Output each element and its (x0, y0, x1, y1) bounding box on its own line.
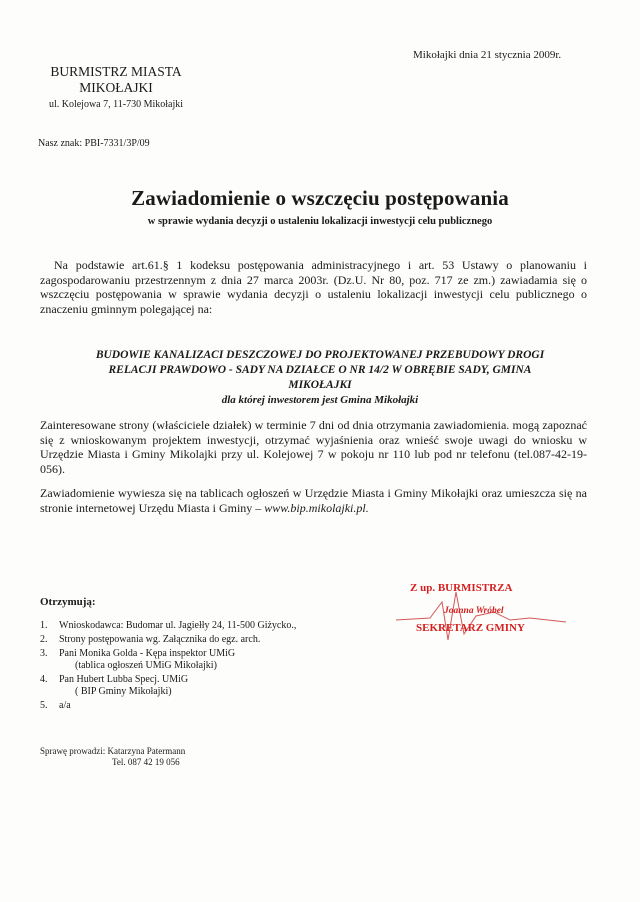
stamp-authorization: Z up. BURMISTRZA (410, 582, 513, 594)
project-line: BUDOWIE KANALIZACI DESZCZOWEJ DO PROJEKTOWANEJ PRZEBUDOWY DROGI (95, 349, 545, 361)
sender-city: MIKOŁAJKI (79, 80, 153, 95)
reference-number: Nasz znak: PBI-7331/3P/09 (38, 138, 150, 149)
body-paragraph-publication (40, 486, 587, 515)
sender-block (36, 64, 196, 112)
item-text: Pan Hubert Lubba Specj. UMiG (59, 674, 189, 685)
document-subtitle: w sprawie wydania decyzji o ustaleniu lokalizacji inwestycji celu publicznego (147, 216, 493, 227)
project-investor: dla której inwestorem jest Gmina Mikołajki (221, 394, 419, 406)
official-stamp (390, 582, 570, 652)
item-text: Pani Monika Golda - Kępa inspektor UMiG (59, 648, 236, 659)
project-line: MIKOŁAJKI (288, 379, 352, 391)
item-number: 5. (40, 700, 48, 711)
list-item (40, 674, 296, 698)
prepared-by (40, 746, 185, 768)
stamp-signature-name: Joanna Wróbel (444, 606, 504, 616)
bip-link[interactable]: www.bip.mikolajki.pl. (264, 500, 369, 515)
item-number: 2. (40, 634, 48, 645)
list-item (40, 634, 296, 646)
recipients-list (40, 620, 296, 714)
item-extra: ( BIP Gminy Mikołajki) (75, 686, 172, 697)
item-number: 4. (40, 674, 48, 685)
body-paragraph-legal-basis: Na podstawie art.61.§ 1 kodeksu postępowania administracyjnego i art. 53 Ustawy o planowaniu i zagospodarowaniu przestrzennym z dnia 27 marca 2003r. (Dz.U. Nr 80, poz. 717 ze zm.) zawiadamia się o wszczęciu postępowania w sprawie wydania decyzji o ustaleniu lokalizacji inwestycji celu publicznego o znaczeniu gminnym polegającej na: (40, 258, 587, 316)
item-extra: (tablica ogłoszeń UMiG Mikołajki) (75, 660, 217, 671)
list-item (40, 648, 296, 672)
recipients-label: Otrzymują: (40, 596, 96, 608)
project-line: RELACJI PRAWDOWO - SADY NA DZIAŁCE O NR 14/2 W OBRĘBIE SADY, GMINA (108, 364, 532, 376)
prepared-by-phone: Tel. 087 42 19 056 (112, 757, 180, 767)
list-item (40, 620, 296, 632)
item-text: Strony postępowania wg. Załącznika do egz. arch. (59, 634, 261, 645)
body-paragraph-parties: Zainteresowane strony (właściciele działek) w terminie 7 dni od dnia otrzymania zawiadomienia. mogą zapoznać się z wnioskowanym projektem inwestycji, otrzymać wyjaśnienia oraz wnieść swoje uwagi do wniosku w Urzędzie Miasta i Gminy Mikolajki przy ul. Kolejowej 7 w pokoju nr 110 lub pod nr telefonu (tel.087-42-19-056). (40, 418, 587, 476)
item-number: 3. (40, 648, 48, 659)
list-item (40, 700, 296, 712)
item-text: a/a (59, 700, 71, 711)
sender-title: BURMISTRZ MIASTA (50, 64, 182, 79)
item-number: 1. (40, 620, 48, 631)
project-description (40, 348, 600, 408)
item-text: Wnioskodawca: Budomar ul. Jagiełły 24, 11-500 Giżycko., (59, 620, 297, 631)
document-date: Mikołajki dnia 21 stycznia 2009r. (413, 49, 562, 61)
prepared-by-name: Sprawę prowadzi: Katarzyna Patermann (40, 746, 186, 756)
document-title: Zawiadomienie o wszczęciu postępowania (131, 186, 509, 210)
sender-address: ul. Kolejowa 7, 11-730 Mikołajki (48, 99, 184, 110)
stamp-position: SEKRETARZ GMINY (416, 622, 525, 634)
publication-text: Zawiadomienie wywiesza się na tablicach ogłoszeń w Urzędzie Miasta i Gminy Mikołajki oraz umieszcza się na stronie internetowej Urzędu Miasta i Gminy – (40, 486, 587, 515)
